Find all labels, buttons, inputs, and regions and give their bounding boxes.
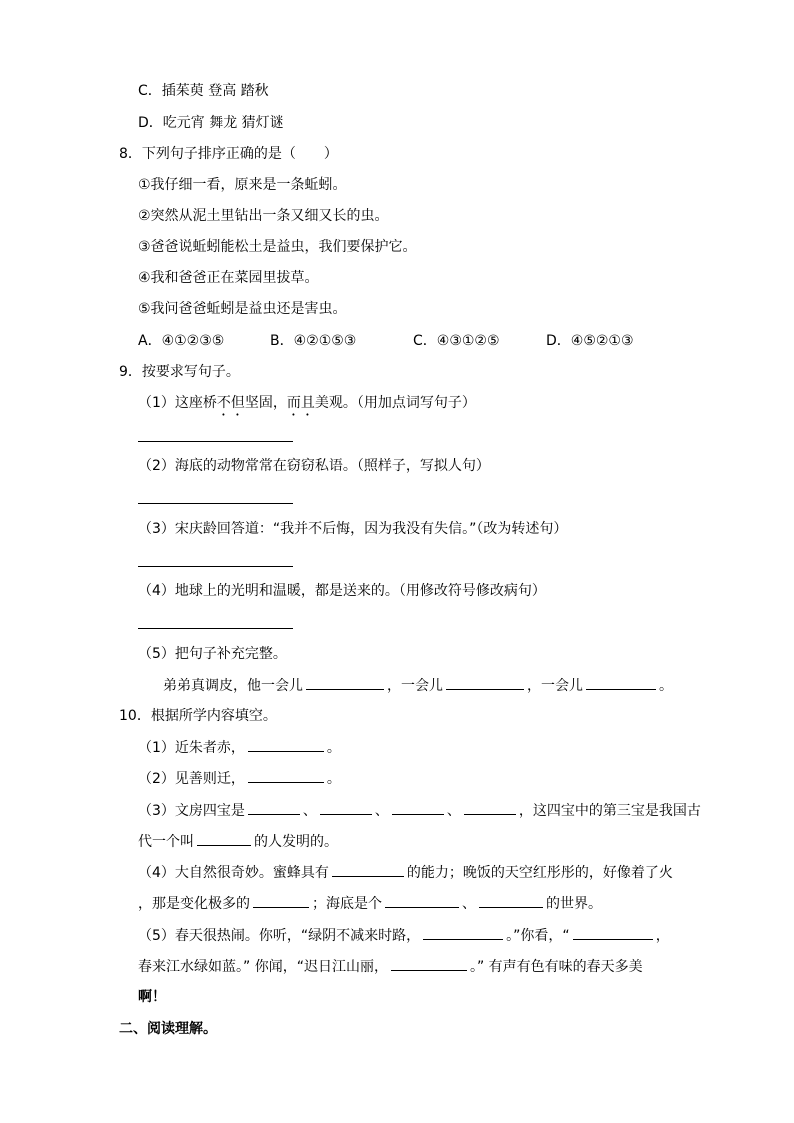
q10-stem: 10．根据所学内容填空。 [119,708,277,724]
q10-s5-blank-2[interactable] [573,925,653,940]
q10-sentence-5 [138,925,670,946]
q10-s5-text-e: 。” 有声有色有味的春天多美 [469,959,643,975]
q9-answer-line-1[interactable] [138,441,293,442]
q9-answer-line-3[interactable] [138,566,293,567]
q10-s2-period: 。 [326,771,341,787]
q9-sentence-1 [138,393,476,419]
q9-sentence-5-fill [163,675,673,696]
q10-sentence-3-cont [138,831,338,852]
q10-s3-blank-1[interactable] [248,800,300,815]
q9-s1-dotted-word-2: 而且 [286,395,315,411]
q10-sentence-4 [138,862,673,883]
q10-s5-text-d: 春来江水绿如蓝。” 你闻，“迟日江山丽， [138,959,388,975]
q10-s2-text: （2）见善则迁， [138,771,245,787]
q10-s1-blank[interactable] [248,737,324,752]
q8-option-b: B．④②①⑤③ [270,333,357,349]
q10-s3-text-c: 代一个叫 [138,834,194,850]
q10-s3-blank-2[interactable] [320,800,372,815]
q10-sentence-5-cont [138,956,643,977]
q9-s1-dotted-word-1: 不但 [216,395,245,411]
q8-sentence-2: ②突然从泥土里钻出一条又细又长的虫。 [138,208,389,224]
q10-s3-comma-1: 、 [302,803,317,819]
q8-sentence-5: ⑤我问爸爸蚯蚓是益虫还是害虫。 [138,301,347,317]
q9-s5-blank-2[interactable] [446,675,524,690]
q9-s5-prefix: 弟弟真调皮，他一会儿 [163,678,303,694]
q9-stem: 9．按要求写句子。 [119,364,240,380]
q10-s5-text-a: （5）春天很热闹。你听，“绿阴不减来时路， [138,928,421,944]
q10-sentence-1 [138,737,341,758]
q10-s5-blank-3[interactable] [391,956,467,971]
q10-s1-text: （1）近朱者赤， [138,740,245,756]
q7-option-c: C．插茱萸 登高 踏秋 [138,83,269,99]
q8-sentence-4: ④我和爸爸正在菜园里拔草。 [138,270,319,286]
q10-s4-blank-1[interactable] [332,862,404,877]
q10-sentence-5-end: 啊！ [138,989,166,1005]
q10-s3-comma-2: 、 [374,803,389,819]
q9-answer-line-2[interactable] [138,503,293,504]
q10-s4-text-e: 的世界。 [546,896,602,912]
q10-s4-text-b: 的能力；晚饭的天空红彤彤的，好像着了火 [406,865,673,881]
q10-s4-blank-2[interactable] [253,893,309,908]
q10-s4-text-d: ；海底是个 [312,896,382,912]
q10-s2-blank[interactable] [248,768,324,783]
q10-s4-comma: 、 [462,896,476,912]
q10-s4-blank-4[interactable] [479,893,543,908]
q10-sentence-3 [138,800,701,821]
q9-sentence-2: （2）海底的动物常常在窃窃私语。（照样子，写拟人句） [138,458,490,474]
q10-s3-blank-5[interactable] [197,831,251,846]
q10-sentence-2 [138,768,341,789]
q9-sentence-3: （3）宋庆龄回答道：“我并不后悔，因为我没有失信。”（改为转述句） [138,521,568,537]
q10-s4-text-a: （4）大自然很奇妙。蜜蜂具有 [138,865,329,881]
q9-sentence-5: （5）把句子补充完整。 [138,646,287,662]
q9-s5-end: 。 [659,678,673,694]
q9-s5-blank-3[interactable] [586,675,656,690]
q9-sentence-4: （4）地球上的光明和温暖，都是送来的。（用修改符号修改病句） [138,583,546,599]
q9-s5-separator-1: ，一会儿 [387,678,443,694]
q10-s3-text-a: （3）文房四宝是 [138,803,245,819]
q10-s5-blank-1[interactable] [423,925,503,940]
q10-s4-blank-3[interactable] [385,893,459,908]
q10-s5-text-c: ， [655,928,670,944]
q9-answer-line-4[interactable] [138,628,293,629]
q10-s3-blank-4[interactable] [464,800,516,815]
q8-sentence-1: ①我仔细一看，原来是一条蚯蚓。 [138,177,347,193]
q8-stem: 8．下列句子排序正确的是（ ） [119,146,338,162]
q10-s1-period: 。 [326,740,341,756]
q9-s1-part-b: 坚固， [244,395,287,411]
q9-s5-blank-1[interactable] [306,675,384,690]
q10-sentence-4-cont [138,893,602,914]
q8-option-c: C．④③①②⑤ [413,333,500,349]
q10-s4-text-c: ，那是变化极多的 [138,896,250,912]
q9-s5-separator-2: ，一会儿 [527,678,583,694]
q8-option-d: D．④⑤②①③ [546,333,634,349]
q10-s3-text-d: 的人发明的。 [254,834,338,850]
section-2-heading: 二、阅读理解。 [119,1021,217,1037]
q10-s3-blank-3[interactable] [392,800,444,815]
q8-option-a: A．④①②③⑤ [138,333,225,349]
q8-sentence-3: ③爸爸说蚯蚓能松土是益虫，我们要保护它。 [138,239,417,255]
q7-option-d: D．吃元宵 舞龙 猜灯谜 [138,115,284,131]
q10-s5-text-b: 。”你看，“ [506,928,570,944]
q10-s3-comma-3: 、 [446,803,461,819]
q9-s1-part-a: （1）这座桥 [138,395,217,411]
q10-s3-text-b: ，这四宝中的第三宝是我国古 [518,803,701,819]
q9-s1-part-c: 美观。（用加点词写句子） [314,395,476,411]
